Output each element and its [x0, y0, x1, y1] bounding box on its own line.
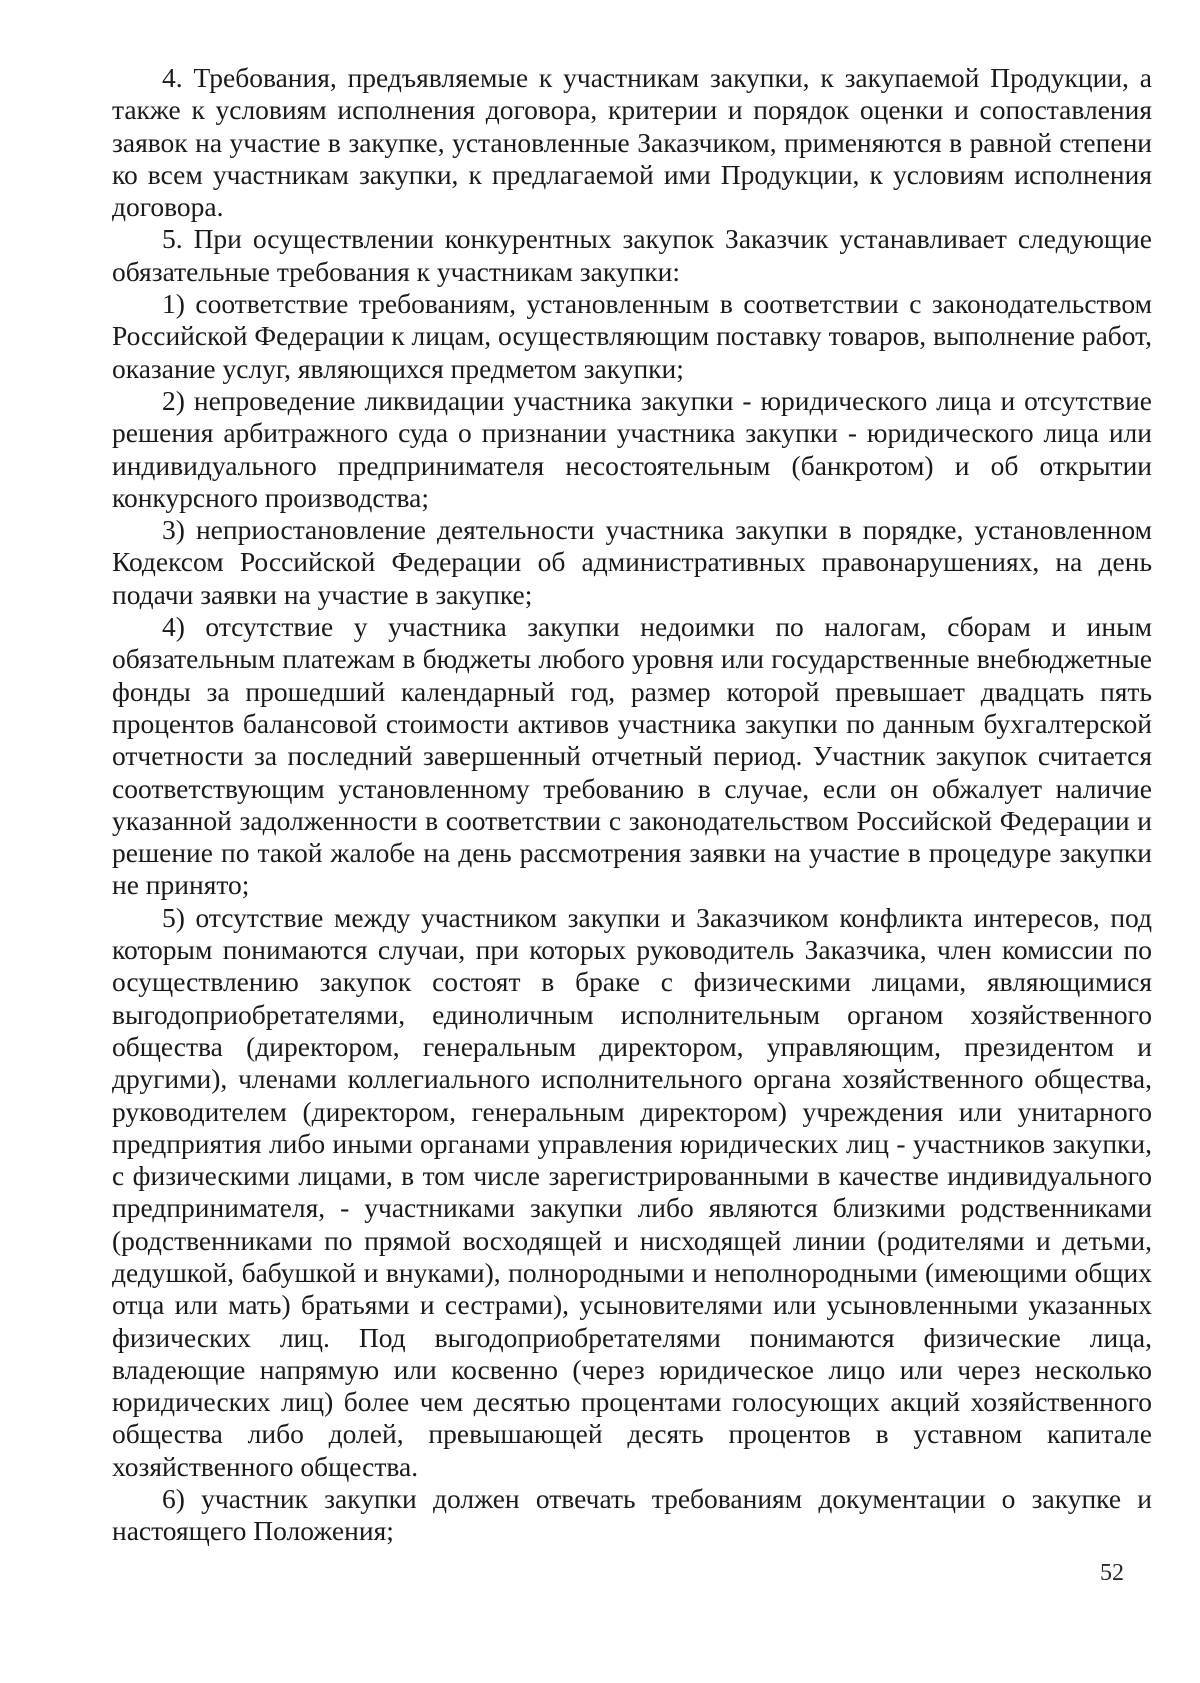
- document-body: [112, 62, 1152, 1548]
- paragraph-5-mandatory-requirements: 5. При осуществлении конкурентных закупок Заказчик устанавливает следующие обязательные требования к участникам закупки:: [112, 223, 1152, 287]
- list-item-1-compliance: 1) соответствие требованиям, установленным в соответствии с законодательством Российской Федерации к лицам, осуществляющим поставку товаров, выполнение работ, оказание услуг, являющихся предметом закупки;: [112, 288, 1152, 384]
- page-number: 52: [1100, 1560, 1124, 1586]
- list-item-3-no-suspension: 3) неприостановление деятельности участника закупки в порядке, установленном Кодексом Российской Федерации об административных правонарушениях, на день подачи заявки на участие в закупке;: [112, 514, 1152, 610]
- list-item-6-documentation-compliance: 6) участник закупки должен отвечать требованиям документации о закупке и настоящего Положения;: [112, 1483, 1152, 1547]
- list-item-4-no-arrears: 4) отсутствие у участника закупки недоимки по налогам, сборам и иным обязательным платежам в бюджеты любого уровня или государственные внебюджетные фонды за прошедший календарный год, размер которой превышает двадцать пять процентов балансовой стоимости активов участника закупки по данным бухгалтерской отчетности за последний завершенный отчетный период. Участник закупок считается соответствующим установленному требованию в случае, если он обжалует наличие указанной задолженности в соответствии с законодательством Российской Федерации и решение по такой жалобе на день рассмотрения заявки на участие в процедуре закупки не принято;: [112, 611, 1152, 901]
- list-item-5-no-conflict-of-interest: 5) отсутствие между участником закупки и Заказчиком конфликта интересов, под которым понимаются случаи, при которых руководитель Заказчика, член комиссии по осуществлению закупок состоят в браке с физическими лицами, являющимися выгодоприобретателями, единоличным исполнительным органом хозяйственного общества (директором, генеральным директором, управляющим, президентом и другими), членами коллегиального исполнительного органа хозяйственного общества, руководителем (директором, генеральным директором) учреждения или унитарного предприятия либо иными органами управления юридических лиц - участников закупки, с физическими лицами, в том числе зарегистрированными в качестве индивидуального предпринимателя, - участниками закупки либо являются близкими родственниками (родственниками по прямой восходящей и нисходящей линии (родителями и детьми, дедушкой, бабушкой и внуками), полнородными и неполнородными (имеющими общих отца или мать) братьями и сестрами), усыновителями или усыновленными указанных физических лиц. Под выгодоприобретателями понимаются физические лица, владеющие напрямую или косвенно (через юридическое лицо или через несколько юридических лиц) более чем десятью процентами голосующих акций хозяйственного общества либо долей, превышающей десять процентов в уставном капитале хозяйственного общества.: [112, 901, 1152, 1482]
- list-item-2-no-liquidation: 2) непроведение ликвидации участника закупки - юридического лица и отсутствие решения арбитражного суда о признании участника закупки - юридического лица или индивидуального предпринимателя несостоятельным (банкротом) и об открытии конкурсного производства;: [112, 384, 1152, 513]
- paragraph-4-requirements: 4. Требования, предъявляемые к участникам закупки, к закупаемой Продукции, а также к условиям исполнения договора, критерии и порядок оценки и сопоставления заявок на участие в закупке, установленные Заказчиком, применяются в равной степени ко всем участникам закупки, к предлагаемой ими Продукции, к условиям исполнения договора.: [112, 62, 1152, 223]
